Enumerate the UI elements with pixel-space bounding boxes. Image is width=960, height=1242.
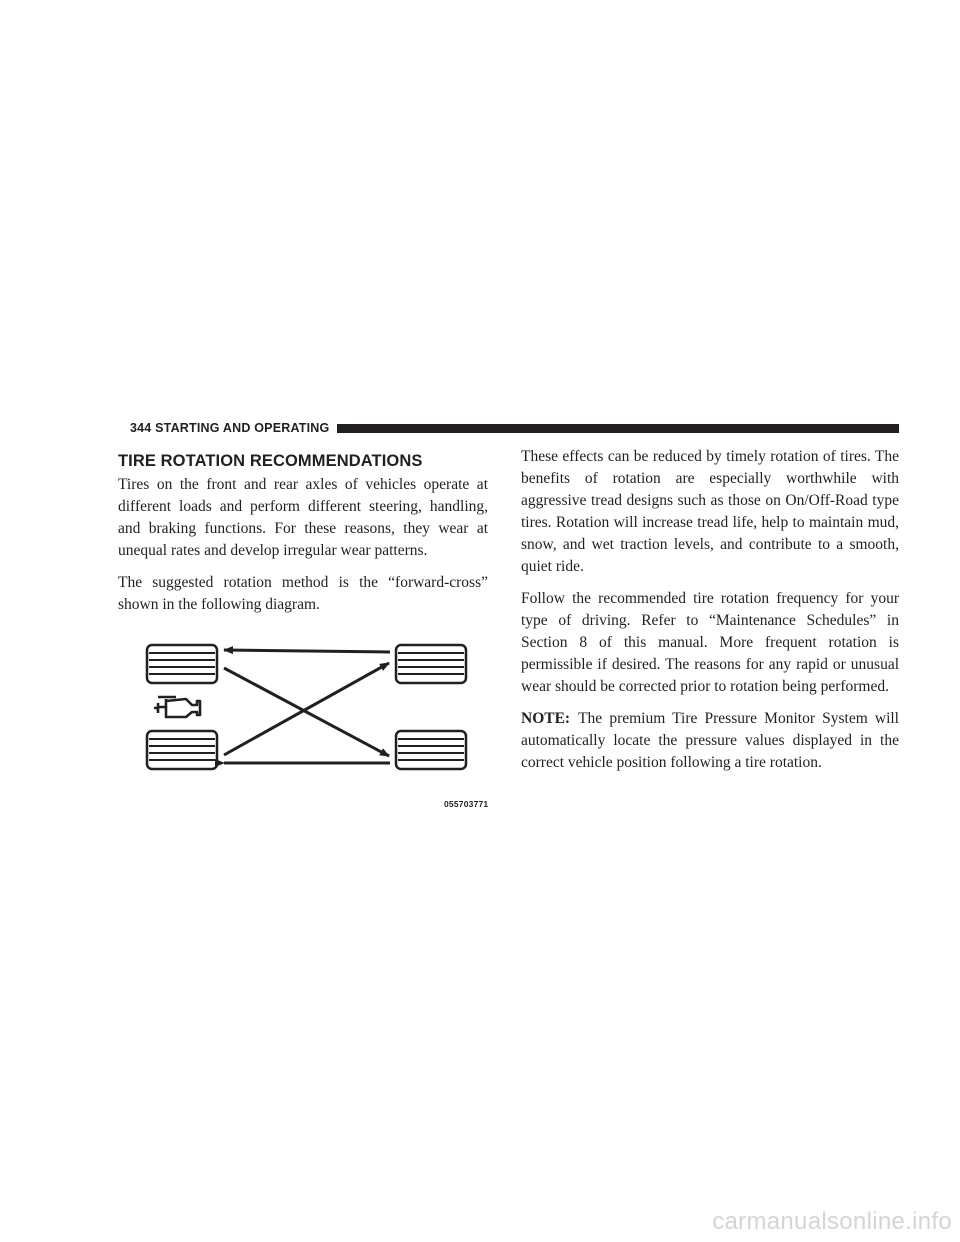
paragraph-rotation-frequency: Follow the recommended tire rotation frequency for your type of driving. Refer to “Maintenance Schedules” in Section 8 of this manual. More frequent rotation is permissible if desired. The reasons for any rapid or unusual wear should be corrected prior to rotation being performed. (521, 590, 899, 695)
running-header (130, 420, 899, 436)
tire-icon (396, 731, 466, 769)
paragraph-axles: Tires on the front and rear axles of vehicles operate at different loads and perform different steering, handling, and braking functions. For these reasons, they wear at unequal rates and develop irregular wear patterns. (118, 476, 488, 559)
paragraph-rotation-benefits: These effects can be reduced by timely rotation of tires. The benefits of rotation are especially worthwhile with aggressive tread designs such as those on On/Off-Road type tires. Rotation will increase tread life, help to maintain mud, snow, and wet traction levels, and contribute to a smooth, quiet ride. (521, 448, 899, 575)
figure-code: 055703771 (444, 799, 489, 809)
note-label: NOTE: (521, 710, 571, 727)
engine-icon (154, 697, 200, 717)
note-text: The premium Tire Pressure Monitor System will automatically locate the pressure values displayed in the correct vehicle position following a tire rotation. (521, 710, 899, 771)
paragraph-rotation-method: The suggested rotation method is the “forward-cross” shown in the following diagram. (118, 574, 488, 613)
header-rule (337, 424, 899, 433)
page-number-section: 344 STARTING AND OPERATING (130, 421, 330, 435)
right-column (521, 446, 899, 784)
tire-icon (147, 731, 217, 769)
tire-rotation-diagram (140, 635, 510, 815)
section-heading: TIRE ROTATION RECOMMENDATIONS (118, 452, 423, 470)
tire-icon (396, 645, 466, 683)
site-watermark: carmanualsonline.info (712, 1208, 952, 1235)
tire-icon (147, 645, 217, 683)
left-column (118, 451, 488, 626)
note-paragraph (521, 708, 899, 774)
arrow-icon (224, 650, 390, 763)
